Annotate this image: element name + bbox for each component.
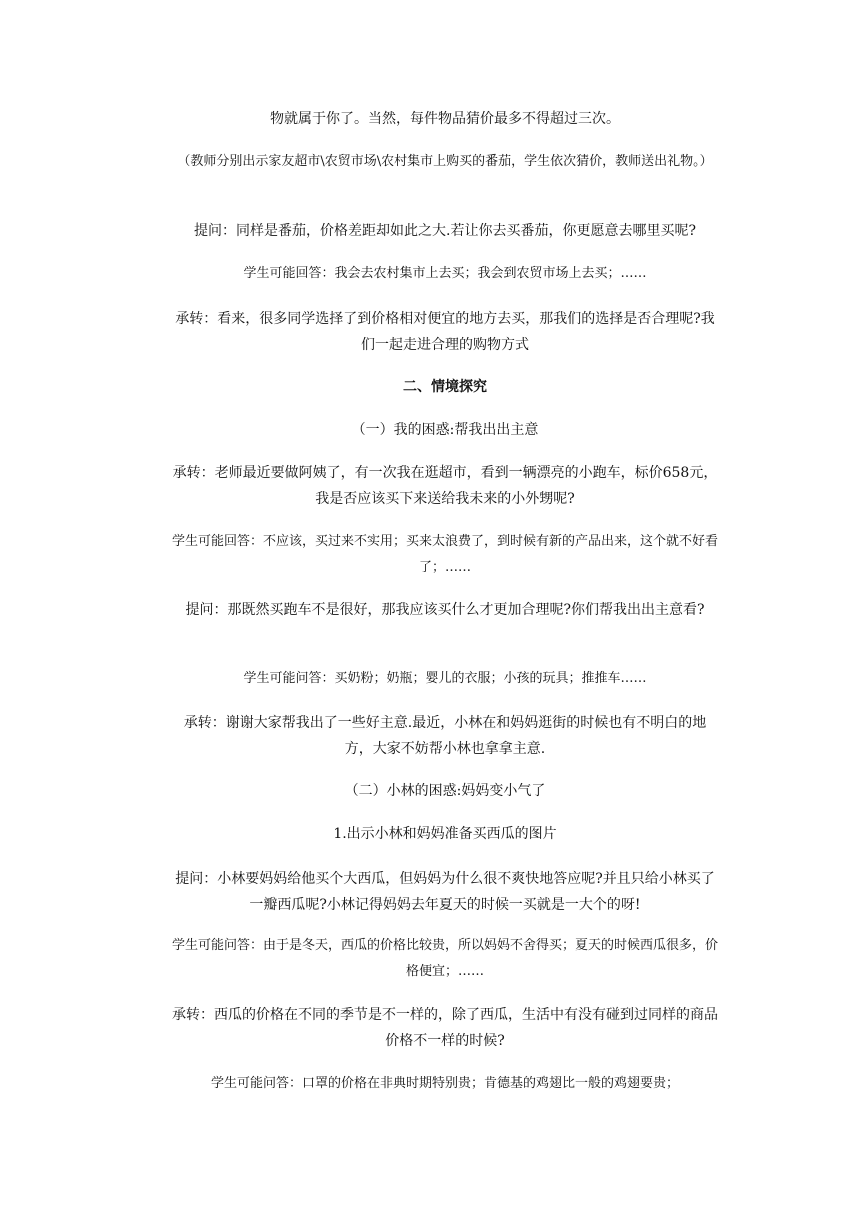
paragraph-question-advice: 提问：那既然买跑车不是很好，那我应该买什么才更加合理呢?你们帮我出出主意看? <box>185 602 705 618</box>
paragraph-question-watermelon: 提问：小林要妈妈给他买个大西瓜，但妈妈为什么很不爽快地答应呢?并且只给小林买了一瓣西瓜呢?小林记得妈妈去年夏天的时候一买就是一大个的呀! <box>175 871 715 913</box>
paragraph-step-1: 1.出示小林和妈妈准备买西瓜的图片 <box>333 826 557 842</box>
paragraph-student-answer-2: 学生可能回答：不应该，买过来不实用；买来太浪费了，到时候有新的产品出来，这个就不好看了；…… <box>171 534 718 575</box>
subsection-heading-1: （一）我的困惑:帮我出出主意 <box>351 422 539 438</box>
paragraph-student-answer-1: 学生可能回答：我会去农村集市上去买；我会到农贸市场上去买；…… <box>243 266 647 281</box>
paragraph-student-answer-4: 学生可能问答：由于是冬天，西瓜的价格比较贵，所以妈妈不舍得买；夏天的时候西瓜很多，价格便宜；…… <box>171 938 718 979</box>
paragraph-student-answer-3: 学生可能问答：买奶粉；奶瓶；婴儿的衣服；小孩的玩具；推推车…… <box>243 671 647 686</box>
paragraph-rule-limit: 物就属于你了。当然，每件物品猜价最多不得超过三次。 <box>270 111 620 127</box>
paragraph-transition-3: 承转：谢谢大家帮我出了一些好主意.最近，小林在和妈妈逛街的时候也有不明白的地方，大家不妨帮小林也拿拿主意. <box>183 715 707 757</box>
paragraph-question-tomato: 提问：同样是番茄，价格差距却如此之大.若让你去买番茄，你更愿意去哪里买呢? <box>194 223 696 239</box>
paragraph-transition-1: 承转：看来，很多同学选择了到价格相对便宜的地方去买，那我们的选择是否合理呢?我们一起走进合理的购物方式 <box>175 311 715 353</box>
subsection-heading-2: （二）小林的困惑:妈妈变小气了 <box>344 783 546 799</box>
section-heading: 二、情境探究 <box>403 379 487 395</box>
paragraph-teacher-action: （教师分别出示家友超市\农贸市场\农村集市上购买的番茄，学生依次猜价，教师送出礼物。） <box>177 154 713 169</box>
paragraph-transition-2: 承转：老师最近要做阿姨了，有一次我在逛超市，看到一辆漂亮的小跑车，标价658元，我是否应该买下来送给我未来的小外甥呢? <box>172 465 718 507</box>
paragraph-student-answer-5: 学生可能问答：口罩的价格在非典时期特别贵；肯德基的鸡翅比一般的鸡翅要贵； <box>210 1076 679 1091</box>
paragraph-transition-4: 承转：西瓜的价格在不同的季节是不一样的，除了西瓜，生活中有没有碰到过同样的商品价格不一样的时候? <box>172 1007 718 1049</box>
